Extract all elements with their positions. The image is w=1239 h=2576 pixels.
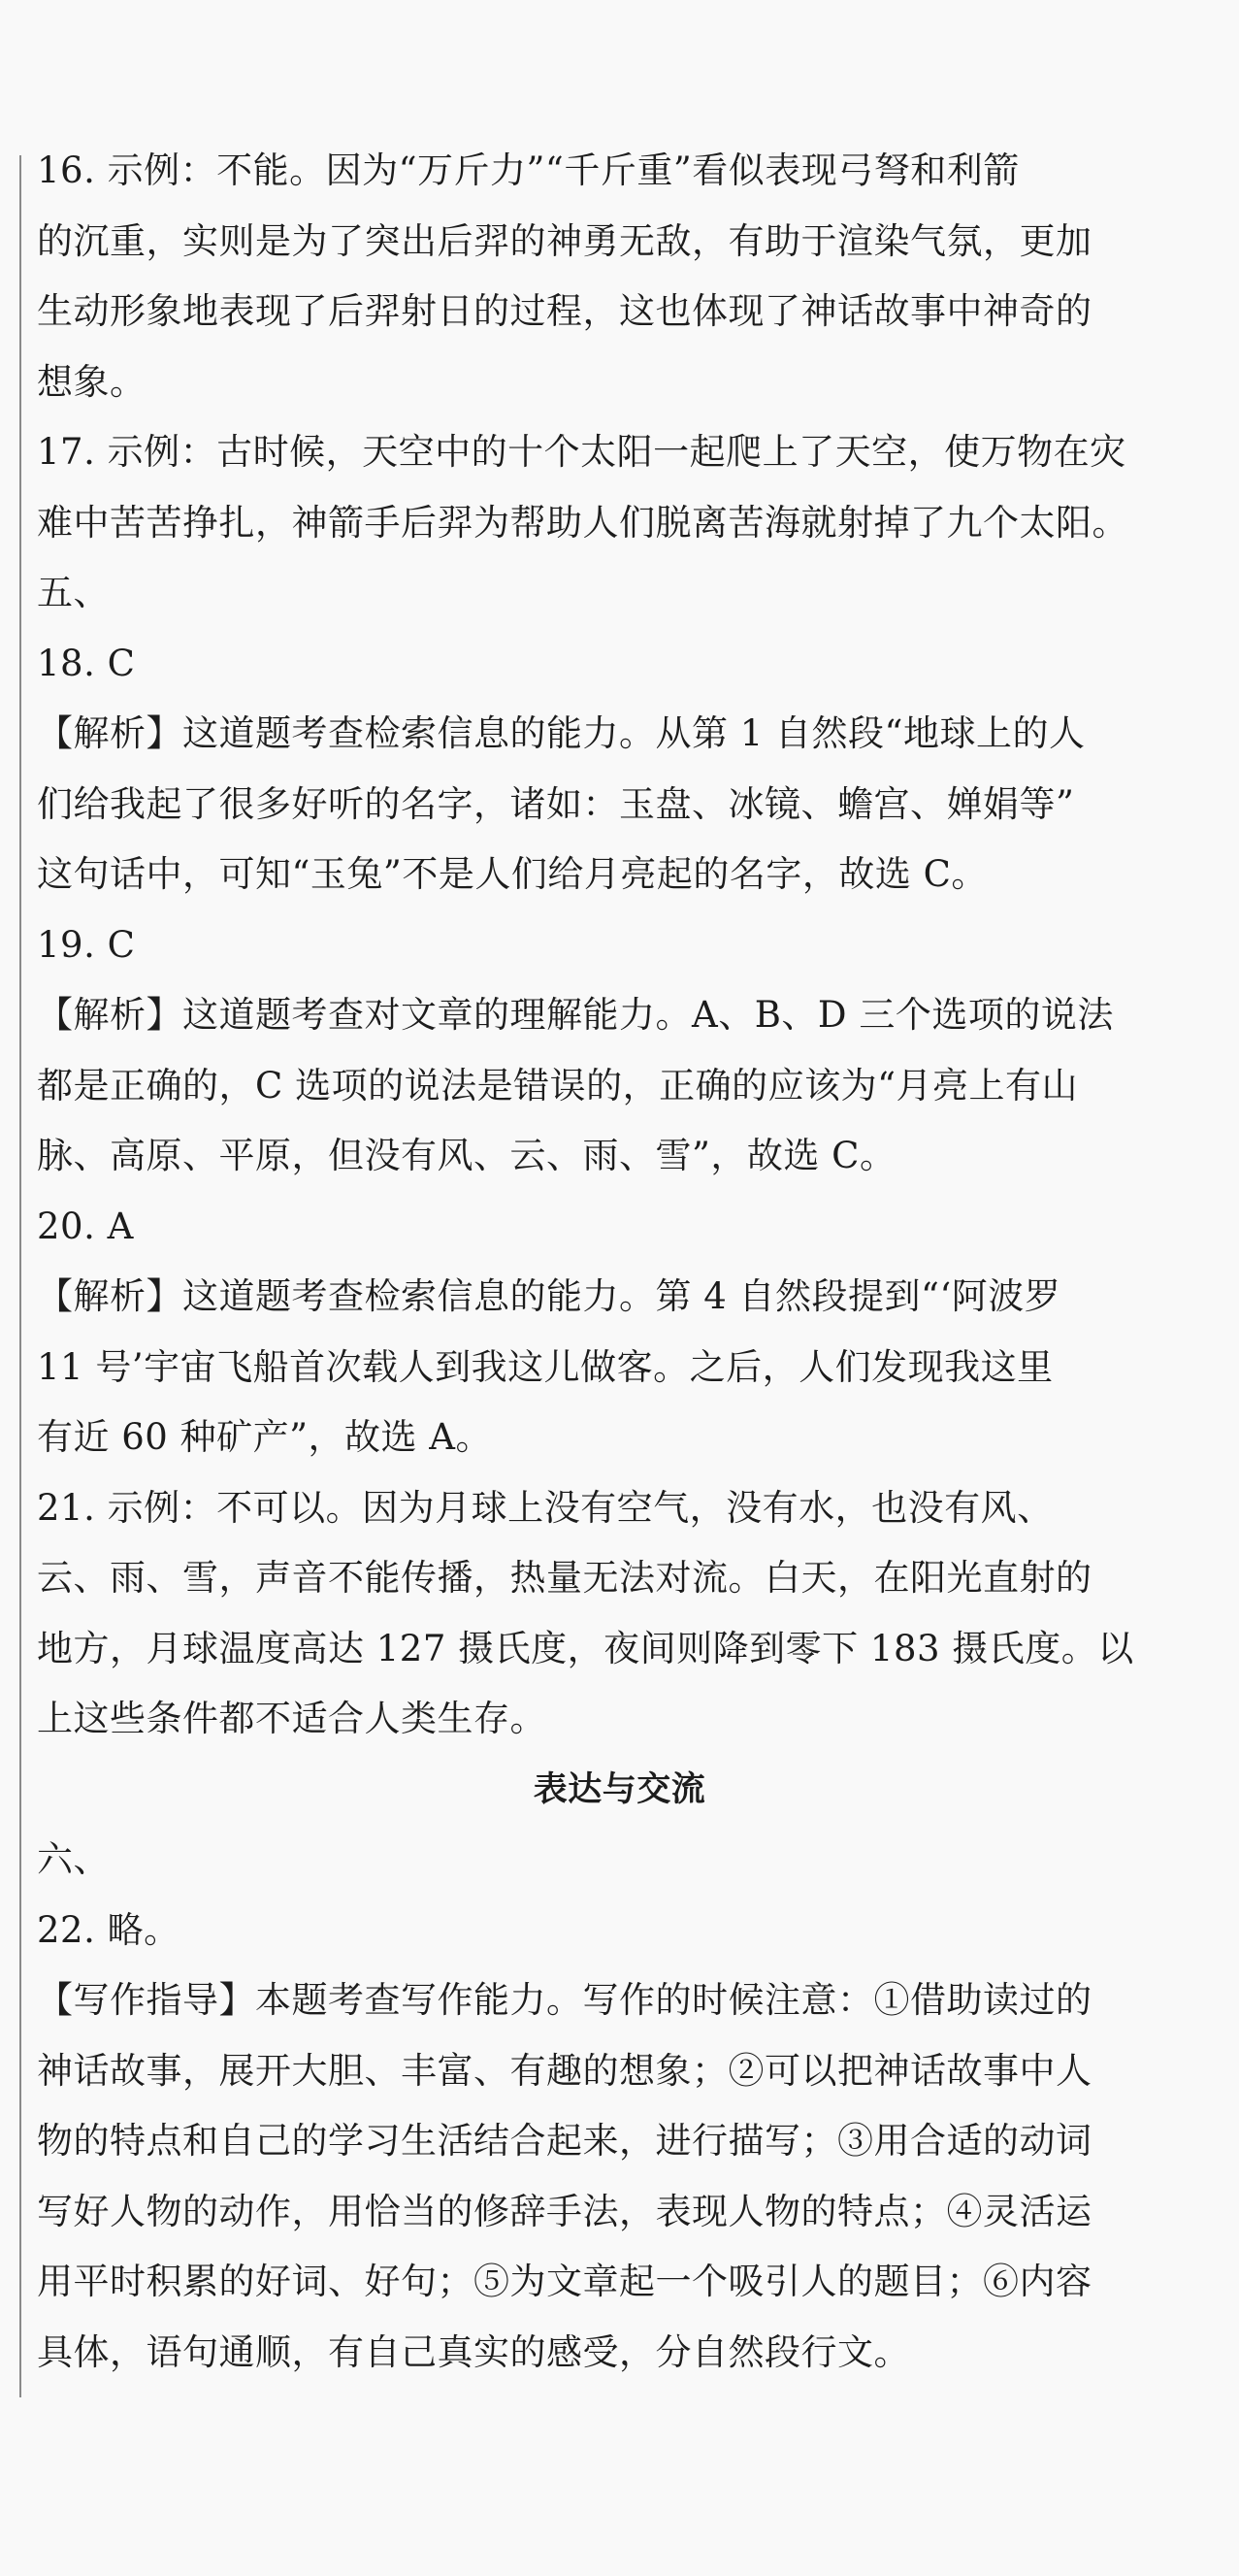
text-line: 21. 示例：不可以。因为月球上没有空气，没有水，也没有风、 bbox=[37, 1486, 1054, 1529]
answer-key: 20. A bbox=[37, 1205, 134, 1247]
text-line: 地方，月球温度高达 127 摄氏度，夜间则降到零下 183 摄氏度。以 bbox=[37, 1627, 1134, 1669]
text-line: 神话故事，展开大胆、丰富、有趣的想象；②可以把神话故事中人 bbox=[37, 2049, 1092, 2092]
answer-key: 19. C bbox=[37, 923, 136, 966]
text-line: 都是正确的，C 选项的说法是错误的，正确的应该为“月亮上有山 bbox=[37, 1064, 1078, 1106]
text-line: 们给我起了很多好听的名字，诸如：玉盘、冰镜、蟾宫、婵娟等” bbox=[37, 782, 1075, 825]
text-line: 上这些条件都不适合人类生存。 bbox=[37, 1698, 546, 1739]
text-line: 这句话中，可知“玉兔”不是人们给月亮起的名字，故选 C。 bbox=[37, 853, 988, 895]
answer-content bbox=[37, 136, 1225, 2388]
text-line: 有近 60 种矿产”，故选 A。 bbox=[37, 1416, 492, 1458]
answer-key: 18. C bbox=[37, 642, 136, 684]
text-line: 【解析】这道题考查对文章的理解能力。A、B、D 三个选项的说法 bbox=[37, 994, 1114, 1036]
text-line: 【解析】这道题考查检索信息的能力。从第 1 自然段“地球上的人 bbox=[37, 712, 1086, 754]
text-line: 物的特点和自己的学习生活结合起来，进行描写；③用合适的动词 bbox=[37, 2120, 1092, 2162]
text-line: 用平时积累的好词、好句；⑤为文章起一个吸引人的题目；⑥内容 bbox=[37, 2261, 1092, 2302]
text-line: 11 号’宇宙飞船首次载人到我这儿做客。之后，人们发现我这里 bbox=[37, 1345, 1054, 1388]
section-heading: 表达与交流 bbox=[533, 1769, 706, 1809]
text-line: 16. 示例：不能。因为“万斤力”“千斤重”看似表现弓弩和利箭 bbox=[37, 149, 1020, 191]
text-line: 难中苦苦挣扎，神箭手后羿为帮助人们脱离苦海就射掉了九个太阳。 bbox=[37, 501, 1128, 544]
answer-key: 22. 略。 bbox=[37, 1908, 180, 1951]
text-line: 具体，语句通顺，有自己真实的感受，分自然段行文。 bbox=[37, 2330, 910, 2373]
text-line: 生动形象地表现了后羿射日的过程，这也体现了神话故事中神奇的 bbox=[37, 290, 1092, 332]
text-line: 写好人物的动作，用恰当的修辞手法，表现人物的特点；④灵活运 bbox=[37, 2190, 1092, 2232]
text-line: 的沉重，实则是为了突出后羿的神勇无敌，有助于渲染气氛，更加 bbox=[37, 219, 1092, 262]
section-number: 六、 bbox=[37, 1838, 110, 1880]
text-line: 云、雨、雪，声音不能传播，热量无法对流。白天，在阳光直射的 bbox=[37, 1557, 1092, 1599]
section-number: 五、 bbox=[37, 572, 110, 613]
text-line: 【写作指导】本题考查写作能力。写作的时候注意：①借助读过的 bbox=[37, 1979, 1092, 2021]
text-line: 【解析】这道题考查检索信息的能力。第 4 自然段提到“‘阿波罗 bbox=[37, 1275, 1061, 1317]
text-line: 17. 示例：古时候，天空中的十个太阳一起爬上了天空，使万物在灾 bbox=[37, 431, 1126, 473]
text-line: 脉、高原、平原，但没有风、云、雨、雪”，故选 C。 bbox=[37, 1135, 897, 1176]
margin-rule bbox=[19, 155, 21, 2397]
text-line: 想象。 bbox=[37, 360, 147, 403]
